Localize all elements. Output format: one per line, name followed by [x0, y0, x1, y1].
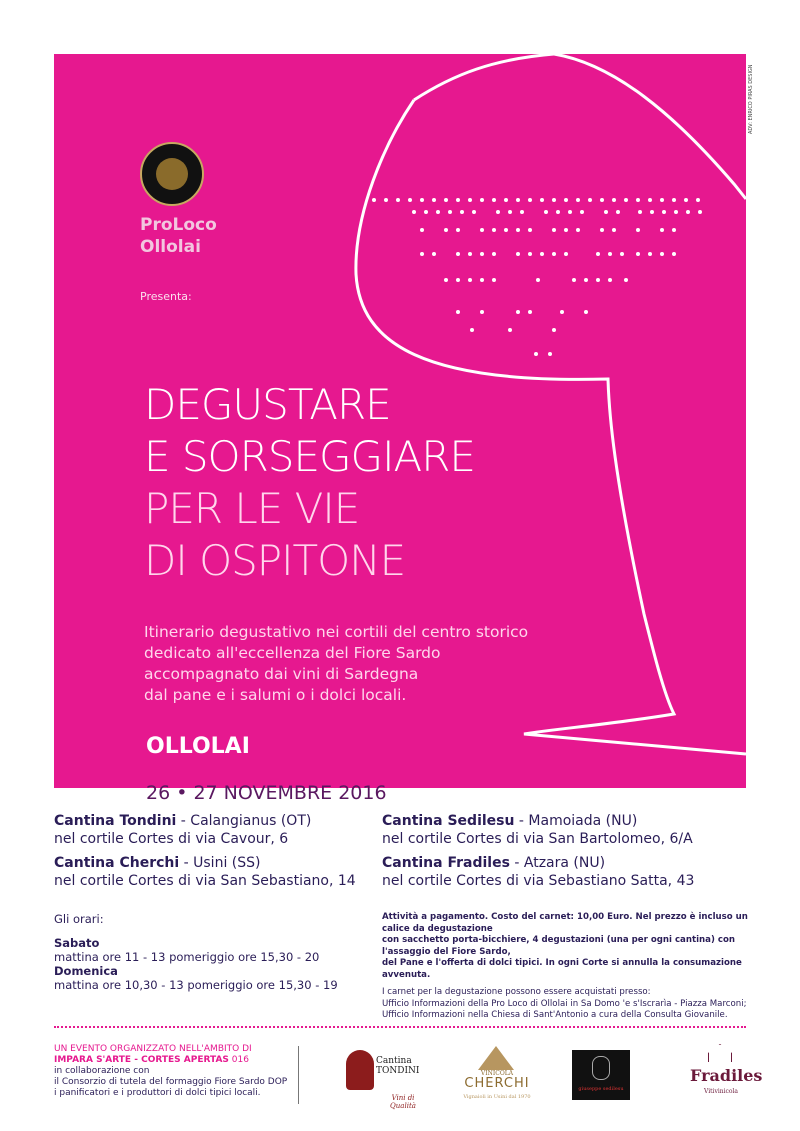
tondini-line-2: TONDINI	[376, 1066, 420, 1076]
fradiles-logo	[690, 1044, 763, 1108]
footer-line-5: i panificatori e i produttori di dolci tipici locali.	[54, 1088, 261, 1098]
opening-hours	[54, 912, 338, 992]
cherchi-line-2: CHERCHI	[464, 1076, 530, 1091]
winery-name: Cantina Fradiles	[382, 855, 510, 871]
ticket-info-bold-line-1: Attività a pagamento. Costo del carnet: 10,00 Euro. Nel prezzo è incluso un calice da degustazione	[382, 912, 748, 934]
description-line-1: Itinerario degustativo nei cortili del centro storico	[144, 623, 529, 641]
winery-address: nel cortile Cortes di via San Bartolomeo, 6/A	[382, 831, 693, 847]
title-line-4: DI OSPITONE	[144, 536, 406, 585]
winery-item	[54, 854, 356, 890]
tondini-line-3: Vini di Qualità	[390, 1094, 416, 1110]
event-dates: 26 • 27 NOVEMBRE 2016	[146, 782, 387, 804]
hours-day-2: Domenica	[54, 964, 118, 978]
description-line-4: dal pane e i salumi o i dolci locali.	[144, 686, 407, 704]
winery-name: Cantina Cherchi	[54, 855, 180, 871]
footer-separator	[298, 1046, 299, 1104]
presents-label: Presenta:	[140, 290, 192, 303]
ticket-info-bold-line-3: del Pane e l'offerta di dolci tipici. In ogni Corte si annulla la consumazione avvenuta.	[382, 958, 742, 980]
title-line-3: PER LE VIE	[144, 484, 360, 533]
ticket-price-info	[382, 912, 762, 981]
fradiles-line-1: Fradiles	[690, 1066, 763, 1085]
event-town: OLLOLAI	[146, 734, 250, 759]
dotted-divider	[54, 1026, 746, 1028]
proloco-seal-logo	[140, 142, 204, 206]
footer-line-4: il Consorzio di tutela del formaggio Fiore Sardo DOP	[54, 1077, 288, 1087]
hours-day-1: Sabato	[54, 936, 100, 950]
title-line-1: DEGUSTARE	[144, 380, 391, 429]
design-credit: ADV: ENRICO PIRAS DESIGN	[748, 64, 754, 134]
title-line-2: E SORSEGGIARE	[144, 432, 475, 481]
event-poster	[54, 54, 746, 804]
winery-place: - Mamoiada (NU)	[514, 813, 638, 829]
winery-item	[54, 812, 356, 848]
winery-item	[382, 854, 694, 890]
footer-program-name: IMPARA S'ARTE - CORTES APERTAS	[54, 1055, 229, 1065]
cherchi-line-1: VINICOLA	[480, 1070, 514, 1077]
winery-address: nel cortile Cortes di via San Sebastiano, 14	[54, 873, 356, 889]
winery-name: Cantina Sedilesu	[382, 813, 515, 829]
ticket-info	[382, 912, 762, 1022]
winery-place: - Calangianus (OT)	[176, 813, 312, 829]
ticket-info-line-2: Ufficio Informazioni della Pro Loco di Ollolai in Sa Domo 'e s'Iscrarìa - Piazza Marconi;	[382, 998, 747, 1009]
footer-line-3: in collaborazione con	[54, 1066, 150, 1076]
hours-label: Gli orari:	[54, 912, 104, 926]
cherchi-line-3: Vignaioli in Usini dal 1970	[463, 1094, 531, 1100]
wineries-left-column	[54, 812, 356, 896]
cherchi-building-icon	[478, 1046, 514, 1070]
event-title	[144, 379, 475, 587]
footer-line-1: UN EVENTO ORGANIZZATO NELL'AMBITO DI	[54, 1044, 252, 1054]
organizer-line-1: ProLoco	[140, 215, 217, 235]
sedilesu-portrait-icon	[592, 1056, 610, 1080]
description-line-3: accompagnato dai vini di Sardegna	[144, 665, 419, 683]
wineries-right-column	[382, 812, 694, 896]
event-description	[144, 622, 544, 706]
ticket-info-line-1: I carnet per la degustazione possono essere acquistati presso:	[382, 987, 651, 997]
hours-day-1-times: mattina ore 11 - 13 pomeriggio ore 15,30 - 20	[54, 950, 320, 964]
winery-place: - Usini (SS)	[179, 855, 261, 871]
description-line-2: dedicato all'eccellenza del Fiore Sardo	[144, 644, 441, 662]
ticket-info-bold-line-2: con sacchetto porta-bicchiere, 4 degustazioni (una per ogni cantina) con l'assaggio del Fiore Sardo,	[382, 935, 735, 957]
winery-name: Cantina Tondini	[54, 813, 177, 829]
winery-address: nel cortile Cortes di via Cavour, 6	[54, 831, 289, 847]
organizer-line-2: Ollolai	[140, 237, 201, 257]
tondini-crest-icon	[346, 1050, 374, 1090]
winery-item	[382, 812, 694, 848]
sedilesu-logo	[572, 1050, 630, 1100]
fradiles-line-2: Vitivinicola	[703, 1088, 739, 1095]
organizer-footer	[54, 1044, 287, 1099]
sedilesu-line-1: giuseppe sedilesu	[578, 1086, 624, 1092]
tondini-logo	[346, 1044, 426, 1108]
ticket-info-line-3: Ufficio Informazioni nella Chiesa di Sant'Antonio a cura della Consulta Giovanile.	[382, 1010, 728, 1020]
cherchi-logo	[460, 1044, 534, 1108]
hours-day-2-times: mattina ore 10,30 - 13 pomeriggio ore 15,30 - 19	[54, 978, 338, 992]
fradiles-house-icon	[708, 1044, 732, 1062]
braille-dots	[372, 198, 702, 356]
winery-place: - Atzara (NU)	[509, 855, 606, 871]
tondini-line-1: Cantina	[376, 1056, 412, 1066]
footer-program-year: 016	[228, 1055, 249, 1065]
organizer-name	[140, 214, 217, 258]
winery-address: nel cortile Cortes di via Sebastiano Satta, 43	[382, 873, 695, 889]
